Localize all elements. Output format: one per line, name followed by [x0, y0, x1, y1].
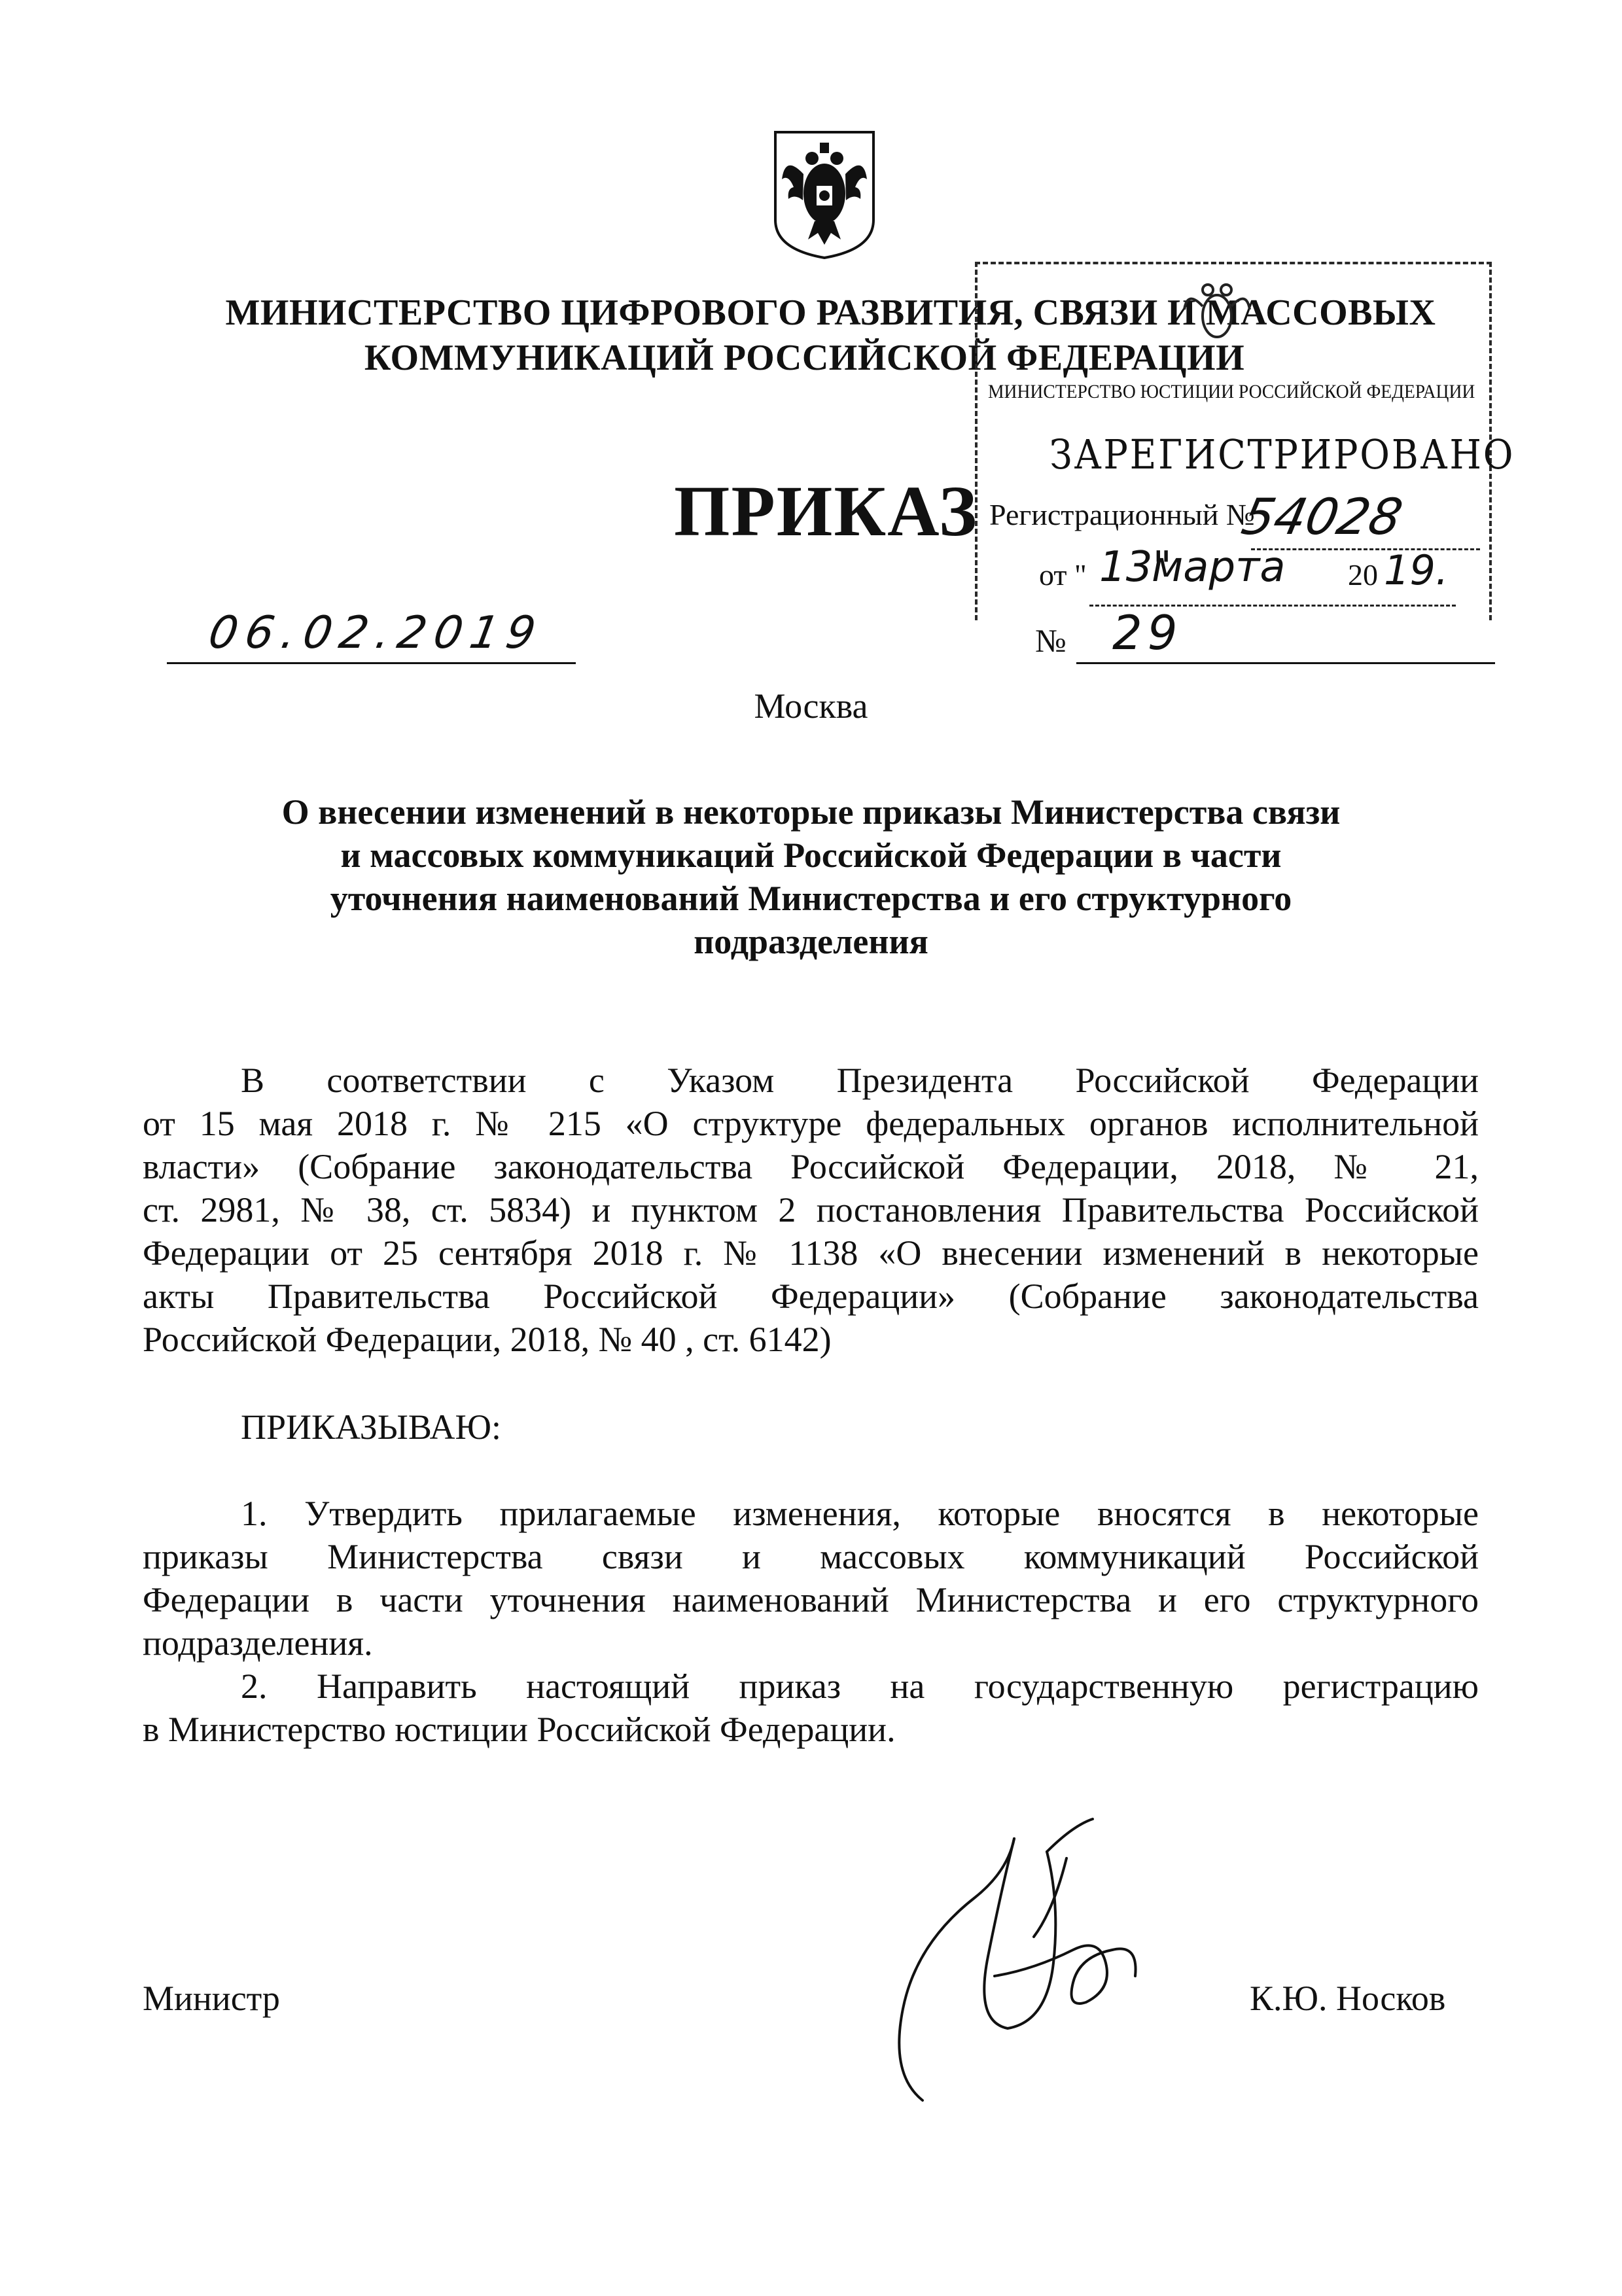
- stamp-date-prefix: от ": [1039, 558, 1087, 592]
- item-1-line: подразделения.: [143, 1623, 373, 1663]
- order-city: Москва: [754, 686, 868, 726]
- preamble-line: акты Правительства Российской Федерации» (Собрание законодательства: [143, 1277, 1479, 1316]
- preamble-line: В соответствии с Указом Президента Российской Федерации: [241, 1061, 1479, 1100]
- subject-line-4: подразделения: [694, 922, 928, 961]
- signatory-name: К.Ю. Носков: [1250, 1979, 1446, 2018]
- item-1-line: приказы Министерства связи и массовых коммуникаций Российской: [143, 1537, 1479, 1576]
- stamp-registration-number-label: Регистрационный №: [989, 498, 1255, 531]
- ministry-name-line-1: МИНИСТЕРСТВО ЦИФРОВОГО РАЗВИТИЯ, СВЯЗИ И МАССОВЫХ: [225, 292, 1436, 333]
- order-number: 29: [1112, 605, 1183, 660]
- subject-line-1: О внесении изменений в некоторые приказы Министерства связи: [281, 792, 1341, 832]
- stamp-registration-number: 54028: [1237, 487, 1408, 546]
- stamp-emblem-icon: [1178, 274, 1256, 352]
- stamp-date-day: 13": [1099, 543, 1172, 592]
- stamp-date-month: марта: [1152, 543, 1286, 592]
- preamble-line: от 15 мая 2018 г. № 215 «О структуре федеральных органов исполнительной: [143, 1104, 1479, 1143]
- item-1-line: 1. Утвердить прилагаемые изменения, которые вносятся в некоторые: [241, 1494, 1479, 1533]
- item-2-line: в Министерство юстиции Российской Федерации.: [143, 1710, 896, 1749]
- signatory-title: Министр: [143, 1979, 280, 2018]
- item-1-line: Федерации в части уточнения наименований Министерства и его структурного: [143, 1580, 1479, 1619]
- russian-coat-of-arms-icon: [769, 128, 880, 260]
- subject-line-2: и массовых коммуникаций Российской Федерации в части: [340, 836, 1282, 875]
- item-2-line: 2. Направить настоящий приказ на государственную регистрацию: [241, 1667, 1479, 1706]
- handwritten-signature: [877, 1812, 1152, 2113]
- order-number-label: №: [1035, 622, 1067, 659]
- stamp-ministry-label: МИНИСТЕРСТВО ЮСТИЦИИ РОССИЙСКОЙ ФЕДЕРАЦИИ: [988, 381, 1475, 402]
- ministry-name-line-2: КОММУНИКАЦИЙ РОССИЙСКОЙ ФЕДЕРАЦИИ: [364, 338, 1245, 378]
- preamble-line: Российской Федерации, 2018, № 40 , ст. 6142): [143, 1320, 832, 1359]
- order-word: ПРИКАЗЫВАЮ:: [241, 1407, 501, 1447]
- preamble-line: ст. 2981, № 38, ст. 5834) и пунктом 2 постановления Правительства Российской: [143, 1190, 1479, 1229]
- order-date: 06.02.2019: [205, 607, 548, 659]
- order-title: ПРИКАЗ: [674, 471, 978, 551]
- preamble-line: власти» (Собрание законодательства Российской Федерации, 2018, № 21,: [143, 1147, 1479, 1186]
- order-date-underline: [167, 662, 576, 664]
- subject-line-3: уточнения наименований Министерства и его структурного: [330, 879, 1292, 918]
- order-number-underline: [1076, 662, 1495, 664]
- stamp-date-year-suffix: 19.: [1384, 546, 1449, 594]
- stamp-date-year-prefix: 20: [1348, 558, 1378, 592]
- stamp-registered-label: ЗАРЕГИСТРИРОВАНО: [1049, 431, 1515, 478]
- preamble-line: Федерации от 25 сентября 2018 г. № 1138 «О внесении изменений в некоторые: [143, 1233, 1479, 1273]
